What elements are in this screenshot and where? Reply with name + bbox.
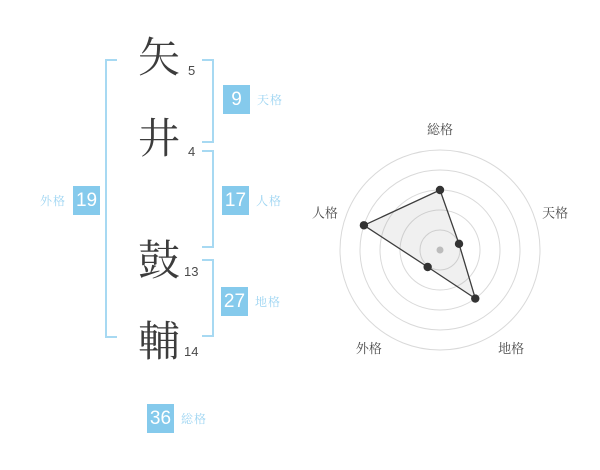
soukaku-value-box: 36 <box>147 404 174 433</box>
chikaku-value-box: 27 <box>221 287 248 316</box>
radar-data-point-1 <box>455 240 463 248</box>
radar-axis-label-3: 外格 <box>355 340 382 356</box>
radar-axis-label-1: 天格 <box>542 205 569 221</box>
radar-data-point-2 <box>471 294 479 302</box>
radar-chart <box>290 100 590 400</box>
stroke-count-3: 13 <box>184 264 199 279</box>
radar-data-point-4 <box>360 221 368 229</box>
stroke-count-2: 4 <box>188 144 196 159</box>
chikaku-bracket <box>202 259 214 337</box>
soukaku-label: 総格 <box>181 412 208 426</box>
radar-axis-label-4: 人格 <box>311 205 338 221</box>
radar-data-point-3 <box>423 263 431 271</box>
gaikaku-bracket <box>105 59 117 338</box>
stroke-count-1: 5 <box>188 63 196 78</box>
radar-axis-label-0: 総格 <box>426 122 454 137</box>
tenkaku-label: 天格 <box>257 93 284 107</box>
radar-axis-label-2: 地格 <box>498 340 525 356</box>
tenkaku-row <box>223 85 283 114</box>
gaikaku-value-box: 19 <box>73 186 100 215</box>
stroke-count-4: 14 <box>184 344 199 359</box>
name-char-3: 鼓 <box>137 237 180 284</box>
gaikaku-row <box>40 186 100 215</box>
radar-data-point-0 <box>436 186 444 194</box>
gaikaku-label: 外格 <box>40 194 67 208</box>
tenkaku-bracket <box>202 59 214 143</box>
soukaku-row <box>147 404 207 433</box>
tenkaku-value-box: 9 <box>223 85 250 114</box>
name-char-2: 井 <box>137 115 180 162</box>
chikaku-label: 地格 <box>255 295 282 309</box>
jinkaku-row <box>222 186 282 215</box>
chikaku-row <box>221 287 281 316</box>
jinkaku-bracket <box>202 150 214 248</box>
jinkaku-value-box: 17 <box>222 186 249 215</box>
name-char-1: 矢 <box>137 34 180 81</box>
jinkaku-label: 人格 <box>256 194 283 208</box>
name-char-4: 輔 <box>137 318 180 365</box>
radar-center-dot <box>437 247 444 254</box>
